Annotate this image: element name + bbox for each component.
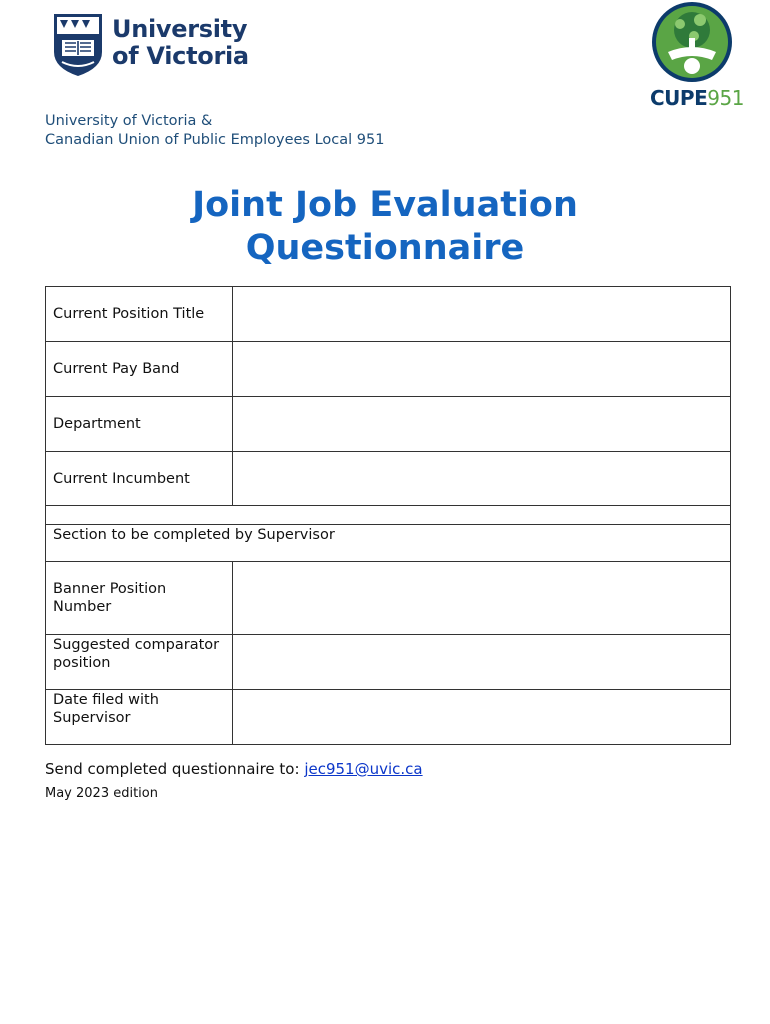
banner-position-field[interactable] — [233, 562, 731, 635]
section-header: Section to be completed by Supervisor — [46, 525, 731, 562]
email-link[interactable]: jec951@uvic.ca — [304, 760, 423, 778]
date-filed-field[interactable] — [233, 690, 731, 745]
form-row — [46, 287, 731, 342]
position-title-field[interactable] — [233, 287, 731, 342]
incumbent-field[interactable] — [233, 452, 731, 506]
title-line-2: Questionnaire — [245, 228, 525, 268]
cupe-logo-text: CUPE — [650, 86, 708, 110]
org-line-1: University of Victoria & — [45, 113, 213, 129]
pay-band-field[interactable] — [233, 342, 731, 397]
uvic-name-line2: of Victoria — [112, 42, 249, 70]
row-label: Suggested comparator position — [46, 635, 233, 690]
spacer-row — [46, 506, 731, 525]
form-row — [46, 690, 731, 745]
row-label: Current Pay Band — [46, 342, 233, 397]
form-row — [46, 452, 731, 506]
section-header-row — [46, 525, 731, 562]
row-label: Current Position Title — [46, 287, 233, 342]
department-field[interactable] — [233, 397, 731, 452]
comparator-position-field[interactable] — [233, 635, 731, 690]
spacer-cell — [46, 506, 731, 525]
footer-send-line — [45, 760, 423, 778]
form-row — [46, 635, 731, 690]
evaluation-form-table — [45, 286, 731, 745]
form-row — [46, 342, 731, 397]
row-label: Date filed with Supervisor — [46, 690, 233, 745]
cupe-logo-number: 951 — [707, 86, 744, 110]
page-title — [0, 184, 770, 270]
form-row — [46, 397, 731, 452]
edition-note: May 2023 edition — [45, 786, 158, 801]
form-row — [46, 562, 731, 635]
row-label: Department — [46, 397, 233, 452]
row-label: Current Incumbent — [46, 452, 233, 506]
title-line-1: Joint Job Evaluation — [192, 185, 578, 225]
row-label: Banner Position Number — [46, 562, 233, 635]
uvic-name-line1: University — [112, 15, 248, 43]
org-line-2: Canadian Union of Public Employees Local 951 — [45, 132, 385, 148]
organization-lines — [45, 112, 384, 150]
send-text: Send completed questionnaire to: — [45, 760, 300, 778]
